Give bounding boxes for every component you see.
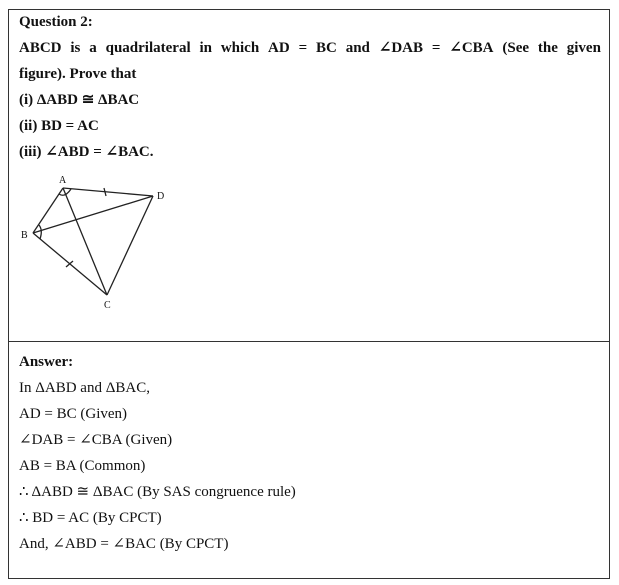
question-statement-line1 [19,39,601,57]
word: AD [268,40,290,56]
vertex-label-b: B [21,230,28,241]
word: ABCD [19,40,62,56]
side-ab [33,188,63,233]
question-heading: Question 2: [19,14,93,30]
word: ∠DAB [378,40,423,56]
word: in [199,40,212,56]
vertex-label-a: A [59,175,67,186]
word: is [70,40,81,56]
word: quadrilateral [105,40,191,56]
answer-heading: Answer: [19,354,74,370]
side-ad [63,188,153,196]
question-statement-line2: figure). Prove that [19,66,137,82]
word: = [431,40,441,56]
diagonal-bd [33,196,153,233]
vertex-label-d: D [157,191,165,202]
word: (See [502,40,530,56]
angle-arc-b [39,225,41,239]
answer-line: ∠DAB = ∠CBA (Given) [19,432,173,448]
question-part-ii: (ii) BD = AC [19,118,99,134]
diagonal-ac [63,188,107,295]
question-part-i: (i) ΔABD ≅ ΔBAC [19,92,140,108]
word: the [537,40,558,56]
content-frame [8,9,610,579]
answer-line: And, ∠ABD = ∠BAC (By CPCT) [19,536,229,552]
answer-box [9,342,609,578]
word: a [89,40,97,56]
answer-line: AD = BC (Given) [19,406,128,422]
side-dc [107,196,153,295]
word: = [298,40,308,56]
answer-line: ∴ BD = AC (By CPCT) [19,510,162,526]
word: and [345,40,370,56]
answer-line: AB = BA (Common) [19,458,146,474]
word: BC [316,40,337,56]
question-box [9,10,609,342]
vertex-label-c: C [104,300,111,311]
word: given [566,40,601,56]
question-part-iii: (iii) ∠ABD = ∠BAC. [19,144,154,160]
word: which [220,40,260,56]
quadrilateral-figure [19,170,179,318]
answer-line: In ΔABD and ΔBAC, [19,380,150,396]
word: ∠CBA [449,40,494,56]
answer-line: ∴ ΔABD ≅ ΔBAC (By SAS congruence rule) [19,484,296,500]
